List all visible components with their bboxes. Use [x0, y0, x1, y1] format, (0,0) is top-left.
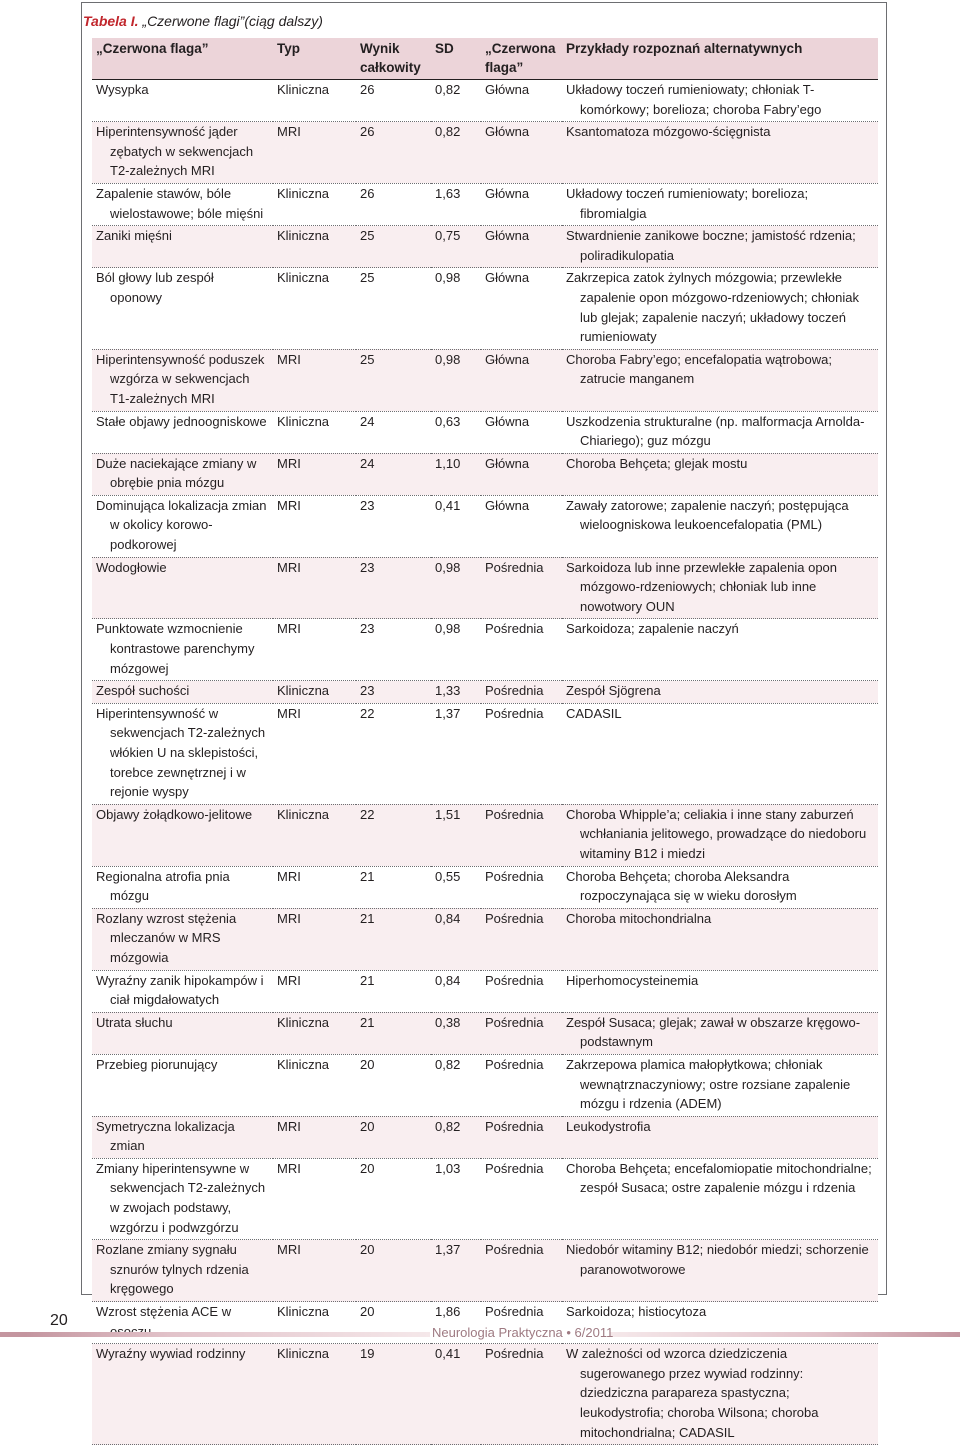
- cell-sd: 0,82: [431, 80, 481, 122]
- cell-type: MRI: [273, 495, 356, 557]
- col-header-red-flag: „Czerwona flaga”: [92, 38, 273, 80]
- table-row: [92, 681, 878, 704]
- cell-red-flag: Punktowate wzmocnienie kontrastowe parenchymy mózgowej: [92, 619, 273, 681]
- table-row: [92, 453, 878, 495]
- cell-alternative-diagnoses: Hiperhomocysteinemia: [562, 970, 878, 1012]
- cell-flag-category: Główna: [481, 226, 562, 268]
- cell-flag-category: Główna: [481, 122, 562, 184]
- cell-alternative-diagnoses: W zależności od wzorca dziedziczenia sugerowanego przez wywiad rodzinny: dziedziczna parapareza spastyczna; leukodystrofia; choroba Wilsona; choroba mitochondrialna; CADASIL: [562, 1344, 878, 1445]
- cell-type: MRI: [273, 1240, 356, 1302]
- cell-sd: 0,98: [431, 349, 481, 411]
- cell-alternative-diagnoses: Choroba Whipple’a; celiakia i inne stany zaburzeń wchłaniania jelitowego, prowadzące do niedoboru witaminy B12 i miedzi: [562, 804, 878, 866]
- cell-flag-category: Pośrednia: [481, 619, 562, 681]
- cell-red-flag: Wzrost stężenia ACE w: [92, 1302, 273, 1344]
- cell-total-score: 24: [356, 411, 431, 453]
- cell-total-score: 25: [356, 268, 431, 349]
- cell-flag-category: Pośrednia: [481, 908, 562, 970]
- cell-flag-category: Główna: [481, 268, 562, 349]
- table-row: [92, 411, 878, 453]
- cell-red-flag: Wodogłowie: [92, 557, 273, 619]
- cell-red-flag: Hiperintensywność poduszek wzgórza w sekwencjach T1-zależnych MRI: [92, 349, 273, 411]
- cell-sd: 0,98: [431, 268, 481, 349]
- col-header-type: Typ: [273, 38, 356, 80]
- cell-flag-category: Pośrednia: [481, 681, 562, 704]
- col-header-alternative-diagnoses: Przykłady rozpoznań alternatywnych: [562, 38, 878, 80]
- cell-flag-category: Pośrednia: [481, 804, 562, 866]
- cell-type: Kliniczna: [273, 1302, 356, 1344]
- cell-total-score: 26: [356, 80, 431, 122]
- cell-red-flag: Zespół suchości: [92, 681, 273, 704]
- cell-total-score: 20: [356, 1116, 431, 1158]
- page-number: 20: [50, 1312, 68, 1329]
- cell-flag-category: Główna: [481, 411, 562, 453]
- table-label: Tabela I.: [83, 13, 139, 29]
- table-row: [92, 349, 878, 411]
- cell-flag-category: Pośrednia: [481, 557, 562, 619]
- cell-alternative-diagnoses: Sarkoidoza; histiocytoza: [562, 1302, 878, 1344]
- cell-type: Kliniczna: [273, 226, 356, 268]
- table-body: [92, 80, 878, 1445]
- table-title: „Czerwone flagi”(ciąg dalszy): [138, 13, 323, 29]
- cell-sd: 0,84: [431, 970, 481, 1012]
- cell-type: Kliniczna: [273, 681, 356, 704]
- cell-alternative-diagnoses: Choroba Behçeta; glejak mostu: [562, 453, 878, 495]
- cell-red-flag: Duże naciekające zmiany w obrębie pnia mózgu: [92, 453, 273, 495]
- cell-red-flag: Rozlane zmiany sygnału sznurów tylnych rdzenia kręgowego: [92, 1240, 273, 1302]
- cell-type: Kliniczna: [273, 1054, 356, 1116]
- table-row: [92, 1012, 878, 1054]
- cell-sd: 1,63: [431, 183, 481, 225]
- cell-red-flag: Zaniki mięśni: [92, 226, 273, 268]
- cell-type: MRI: [273, 453, 356, 495]
- cell-alternative-diagnoses: Choroba Fabry’ego; encefalopatia wątrobowa; zatrucie manganem: [562, 349, 878, 411]
- cell-red-flag: Ból głowy lub zespół oponowy: [92, 268, 273, 349]
- col-header-total-score: Wynik całkowity: [356, 38, 431, 80]
- table-row: [92, 226, 878, 268]
- table-row: [92, 495, 878, 557]
- table-row: [92, 1054, 878, 1116]
- cell-sd: 0,82: [431, 122, 481, 184]
- cell-total-score: 24: [356, 453, 431, 495]
- table-row: [92, 557, 878, 619]
- cell-total-score: 22: [356, 703, 431, 804]
- cell-flag-category: Pośrednia: [481, 866, 562, 908]
- cell-alternative-diagnoses: Układowy toczeń rumieniowaty; borelioza; fibromialgia: [562, 183, 878, 225]
- table-row: [92, 908, 878, 970]
- cell-total-score: 25: [356, 226, 431, 268]
- cell-red-flag: Hiperintensywność w sekwencjach T2-zależnych włókien U na sklepistości, torebce zewnętrznej i w rejonie wyspy: [92, 703, 273, 804]
- cell-type: Kliniczna: [273, 411, 356, 453]
- col-header-sd: SD: [431, 38, 481, 80]
- cell-alternative-diagnoses: Zespół Sjögrena: [562, 681, 878, 704]
- cell-red-flag: Regionalna atrofia pnia mózgu: [92, 866, 273, 908]
- cell-type: MRI: [273, 703, 356, 804]
- cell-flag-category: Pośrednia: [481, 1158, 562, 1239]
- cell-sd: 1,37: [431, 703, 481, 804]
- cell-flag-category: Pośrednia: [481, 1012, 562, 1054]
- cell-sd: 0,82: [431, 1054, 481, 1116]
- cell-type: Kliniczna: [273, 1012, 356, 1054]
- cell-total-score: 26: [356, 183, 431, 225]
- table-row: [92, 122, 878, 184]
- cell-type: MRI: [273, 122, 356, 184]
- table-row: [92, 268, 878, 349]
- cell-alternative-diagnoses: Uszkodzenia strukturalne (np. malformacja Arnolda-Chiariego); guz mózgu: [562, 411, 878, 453]
- cell-alternative-diagnoses: Sarkoidoza lub inne przewlekłe zapalenia opon mózgowo-rdzeniowych; chłoniak lub inne nowotwory OUN: [562, 557, 878, 619]
- cell-red-flag: Wyraźny wywiad rodzinny: [92, 1344, 273, 1445]
- cell-alternative-diagnoses: CADASIL: [562, 703, 878, 804]
- cell-sd: 1,33: [431, 681, 481, 704]
- cell-red-flag: Zapalenie stawów, bóle wielostawowe; bóle mięśni: [92, 183, 273, 225]
- cell-type: Kliniczna: [273, 183, 356, 225]
- cell-red-flag: Stałe objawy jednoogniskowe: [92, 411, 273, 453]
- cell-sd: 0,41: [431, 1344, 481, 1445]
- cell-flag-category: Pośrednia: [481, 1240, 562, 1302]
- cell-sd: 1,86: [431, 1302, 481, 1344]
- cell-total-score: 25: [356, 349, 431, 411]
- cell-total-score: 23: [356, 495, 431, 557]
- table-row: [92, 80, 878, 122]
- table-row: [92, 183, 878, 225]
- cell-flag-category: Główna: [481, 495, 562, 557]
- cell-red-flag: Rozlany wzrost stężenia mleczanów w MRS mózgowia: [92, 908, 273, 970]
- cell-red-flag: Dominująca lokalizacja zmian w okolicy korowo-podkorowej: [92, 495, 273, 557]
- cell-red-flag: Objawy żołądkowo-jelitowe: [92, 804, 273, 866]
- cell-flag-category: Główna: [481, 183, 562, 225]
- red-flags-table: [92, 38, 878, 1445]
- cell-sd: 0,98: [431, 619, 481, 681]
- cell-alternative-diagnoses: Zakrzepica zatok żylnych mózgowia; przewlekłe zapalenie opon mózgowo-rdzeniowych; chłoniak lub glejak; zapalenie naczyń; układowy toczeń rumieniowaty: [562, 268, 878, 349]
- cell-type: MRI: [273, 908, 356, 970]
- table-caption: [83, 12, 323, 30]
- cell-sd: 0,84: [431, 908, 481, 970]
- table-row: [92, 703, 878, 804]
- cell-total-score: 22: [356, 804, 431, 866]
- cell-type: MRI: [273, 970, 356, 1012]
- cell-type: MRI: [273, 557, 356, 619]
- table-row: [92, 866, 878, 908]
- cell-type: Kliniczna: [273, 80, 356, 122]
- cell-red-flag: Symetryczna lokalizacja zmian: [92, 1116, 273, 1158]
- cell-total-score: 20: [356, 1158, 431, 1239]
- cell-flag-category: Pośrednia: [481, 970, 562, 1012]
- cell-total-score: 21: [356, 970, 431, 1012]
- cell-alternative-diagnoses: Układowy toczeń rumieniowaty; chłoniak T-komórkowy; borelioza; choroba Fabry’ego: [562, 80, 878, 122]
- cell-red-flag: Wyraźny zanik hipokampów i ciał migdałowatych: [92, 970, 273, 1012]
- cell-total-score: 20: [356, 1240, 431, 1302]
- cell-sd: 0,82: [431, 1116, 481, 1158]
- table-row: [92, 970, 878, 1012]
- cell-total-score: 21: [356, 866, 431, 908]
- table-row: [92, 1344, 878, 1445]
- table-row: [92, 619, 878, 681]
- cell-alternative-diagnoses: Choroba Behçeta; choroba Aleksandra rozpoczynająca się w wieku dorosłym: [562, 866, 878, 908]
- cell-flag-category: Pośrednia: [481, 703, 562, 804]
- cell-red-flag: Utrata słuchu: [92, 1012, 273, 1054]
- table-row: [92, 1116, 878, 1158]
- cell-alternative-diagnoses: Choroba Behçeta; encefalomiopatie mitochondrialne; zespół Susaca; ostre zapalenie mózgu i rdzenia: [562, 1158, 878, 1239]
- table-row: [92, 804, 878, 866]
- cell-sd: 1,51: [431, 804, 481, 866]
- cell-total-score: 19: [356, 1344, 431, 1445]
- cell-flag-category: Główna: [481, 453, 562, 495]
- cell-flag-category: Główna: [481, 349, 562, 411]
- col-header-flag-category: „Czerwona flaga”: [481, 38, 562, 80]
- cell-type: MRI: [273, 1116, 356, 1158]
- cell-type: MRI: [273, 619, 356, 681]
- cell-alternative-diagnoses: Ksantomatoza mózgowo-ścięgnista: [562, 122, 878, 184]
- footer-bar-right: [610, 1332, 960, 1337]
- cell-type: MRI: [273, 349, 356, 411]
- cell-alternative-diagnoses: Zawały zatorowe; zapalenie naczyń; postępująca wieloogniskowa leukoencefalopatia (PML): [562, 495, 878, 557]
- cell-sd: 0,38: [431, 1012, 481, 1054]
- cell-sd: 0,98: [431, 557, 481, 619]
- table-header-row: [92, 38, 878, 80]
- table-row: [92, 1240, 878, 1302]
- cell-red-flag: Zmiany hiperintensywne w sekwencjach T2-zależnych w zwojach podstawy, wzgórzu i podwzgórzu: [92, 1158, 273, 1239]
- cell-total-score: 20: [356, 1054, 431, 1116]
- cell-type: Kliniczna: [273, 268, 356, 349]
- cell-sd: 1,37: [431, 1240, 481, 1302]
- cell-type: Kliniczna: [273, 804, 356, 866]
- cell-total-score: 26: [356, 122, 431, 184]
- cell-red-flag: Przebieg piorunujący: [92, 1054, 273, 1116]
- cell-red-flag: Hiperintensywność jąder zębatych w sekwencjach T2-zależnych MRI: [92, 122, 273, 184]
- cell-sd: 0,75: [431, 226, 481, 268]
- cell-type: Kliniczna: [273, 1344, 356, 1445]
- cell-sd: 0,41: [431, 495, 481, 557]
- cell-sd: 0,55: [431, 866, 481, 908]
- cell-flag-category: Pośrednia: [481, 1116, 562, 1158]
- cell-sd: 1,03: [431, 1158, 481, 1239]
- cell-total-score: 21: [356, 1012, 431, 1054]
- cell-flag-category: Pośrednia: [481, 1344, 562, 1445]
- cell-flag-category: Pośrednia: [481, 1054, 562, 1116]
- cell-flag-category: Pośrednia: [481, 1302, 562, 1344]
- cell-alternative-diagnoses: Zespół Susaca; glejak; zawał w obszarze kręgowo-podstawnym: [562, 1012, 878, 1054]
- cell-total-score: 23: [356, 681, 431, 704]
- cell-type: MRI: [273, 1158, 356, 1239]
- cell-alternative-diagnoses: Leukodystrofia: [562, 1116, 878, 1158]
- cell-sd: 0,63: [431, 411, 481, 453]
- table-row: [92, 1158, 878, 1239]
- cell-total-score: 20: [356, 1302, 431, 1344]
- cell-total-score: 21: [356, 908, 431, 970]
- journal-footer: Neurologia Praktyczna • 6/2011: [432, 1325, 614, 1340]
- cell-sd: 1,10: [431, 453, 481, 495]
- footer-bar-left: [0, 1332, 430, 1337]
- cell-alternative-diagnoses: Sarkoidoza; zapalenie naczyń: [562, 619, 878, 681]
- cell-alternative-diagnoses: Choroba mitochondrialna: [562, 908, 878, 970]
- cell-alternative-diagnoses: Stwardnienie zanikowe boczne; jamistość rdzenia; poliradikulopatia: [562, 226, 878, 268]
- cell-flag-category: Główna: [481, 80, 562, 122]
- cell-red-flag: Wysypka: [92, 80, 273, 122]
- cell-total-score: 23: [356, 619, 431, 681]
- cell-alternative-diagnoses: Zakrzepowa plamica małopłytkowa; chłoniak wewnątrznaczyniowy; ostre rozsiane zapalenie mózgu i rdzenia (ADEM): [562, 1054, 878, 1116]
- cell-alternative-diagnoses: Niedobór witaminy B12; niedobór miedzi; schorzenie paranowotworowe: [562, 1240, 878, 1302]
- cell-total-score: 23: [356, 557, 431, 619]
- cell-type: MRI: [273, 866, 356, 908]
